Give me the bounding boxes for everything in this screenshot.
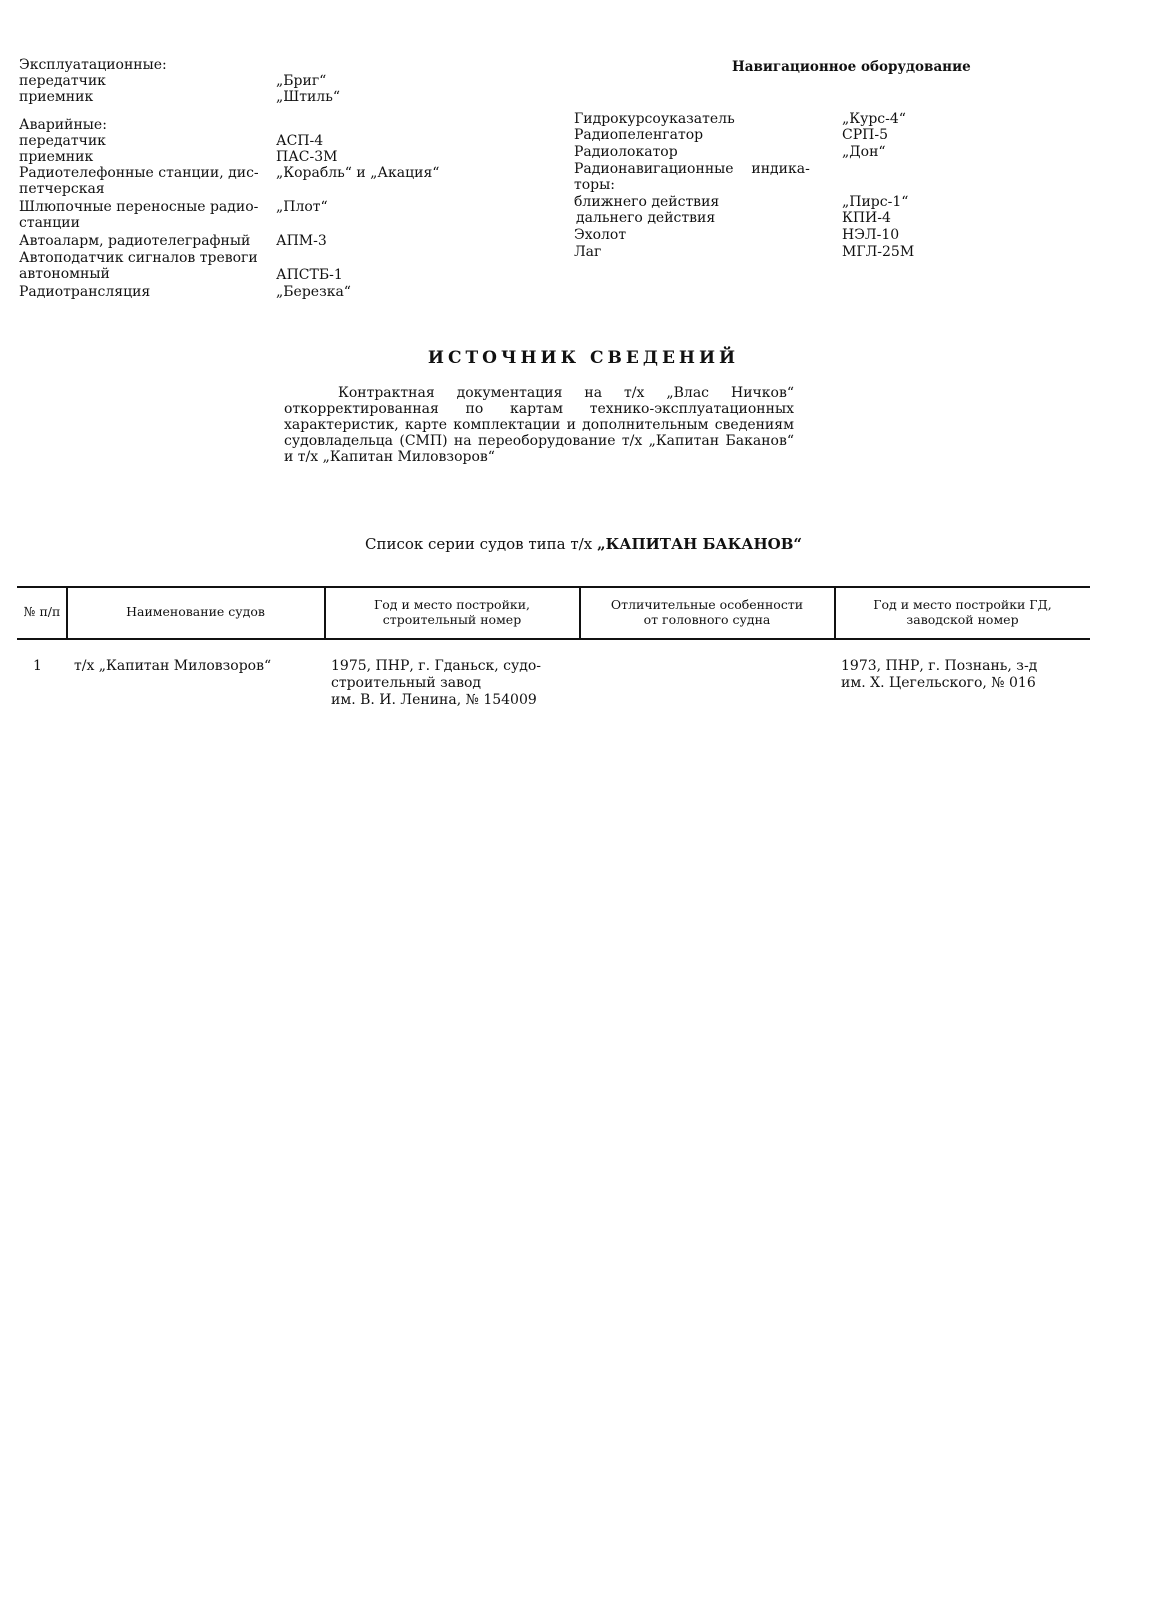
nav-label: Гидрокурсоуказатель [574, 111, 735, 127]
series-title [0, 535, 1167, 553]
header-engine: Год и место постройки ГД, заводской номер [873, 597, 1052, 627]
cell-num: 1 [33, 658, 42, 674]
operational-heading: Эксплуатационные: [19, 57, 167, 73]
radio-value: „Бриг“ [276, 73, 327, 89]
header-features: Отличительные особенности от головного судна [610, 597, 804, 627]
radio-label: передатчик [19, 73, 106, 89]
radio-label: Радиотелефонные станции, дис- петчерская [19, 165, 259, 197]
radio-value: АСП-4 [276, 133, 324, 149]
nav-label: Радиопеленгатор [574, 127, 704, 143]
emergency-heading: Аварийные: [19, 117, 107, 133]
nav-value: НЭЛ-10 [842, 227, 900, 243]
nav-value: МГЛ-25М [842, 244, 915, 260]
table-header-rule [17, 638, 1090, 640]
radio-label: Автоаларм, радиотелеграфный [19, 233, 251, 249]
header-name: Наименование судов [126, 604, 265, 619]
radio-value: „Штиль“ [276, 89, 340, 105]
nav-value: „Пирс-1“ [842, 194, 909, 210]
radio-label: приемник [19, 89, 94, 105]
radio-label: приемник [19, 149, 94, 165]
nav-value: СРП-5 [842, 127, 888, 143]
nav-label: дальнего действия [576, 210, 716, 226]
nav-label: Лаг [574, 244, 602, 260]
cell-name: т/х „Капитан Миловзоров“ [74, 658, 272, 674]
radio-value: „Корабль“ и „Акация“ [276, 165, 440, 181]
radio-value: АПСТБ-1 [276, 267, 343, 283]
radio-label: передатчик [19, 133, 106, 149]
nav-value: КПИ-4 [842, 210, 891, 226]
cell-engine: 1973, ПНР, г. Познань, з-д им. Х. Цегельского, № 016 [841, 658, 1038, 691]
nav-label: Радиолокатор [574, 144, 678, 160]
nav-label: ближнего действия [574, 194, 720, 210]
radio-label: Шлюпочные переносные радио- станции [19, 199, 259, 231]
radio-value: „Плот“ [276, 199, 328, 215]
series-title-name: „КАПИТАН БАКАНОВ“ [596, 535, 803, 553]
header-num: № п/п [23, 604, 61, 619]
source-text: Контрактная документация на т/х „Влас Ничков“ откорректированная по картам технико-эксплуатационных характеристик, карте комплектации и дополнительным сведениям судовладельца (СМП) на переоборудование т/х „Капитан Баканов“ и т/х „Капитан Миловзоров“ [284, 385, 794, 465]
nav-label: Эхолот [574, 227, 627, 243]
navigation-heading: Навигационное оборудование [732, 59, 971, 75]
nav-value: „Курс-4“ [842, 111, 906, 127]
radio-value: АПМ-3 [276, 233, 327, 249]
series-title-prefix: Список серии судов типа т/х [364, 535, 597, 553]
radio-value: ПАС-3М [276, 149, 338, 165]
nav-label: Радионавигационные индика- торы: [574, 161, 810, 193]
radio-label: Автоподатчик сигналов тревоги автономный [19, 250, 258, 282]
source-title: ИСТОЧНИК СВЕДЕНИЙ [427, 348, 740, 368]
cell-built: 1975, ПНР, г. Гданьск, судо- строительный завод им. В. И. Ленина, № 154009 [331, 658, 542, 708]
radio-value: „Березка“ [276, 284, 351, 300]
radio-label: Радиотрансляция [19, 284, 151, 300]
nav-value: „Дон“ [842, 144, 886, 160]
table-top-rule [17, 586, 1090, 588]
header-built: Год и место постройки, строительный номер [373, 597, 531, 627]
